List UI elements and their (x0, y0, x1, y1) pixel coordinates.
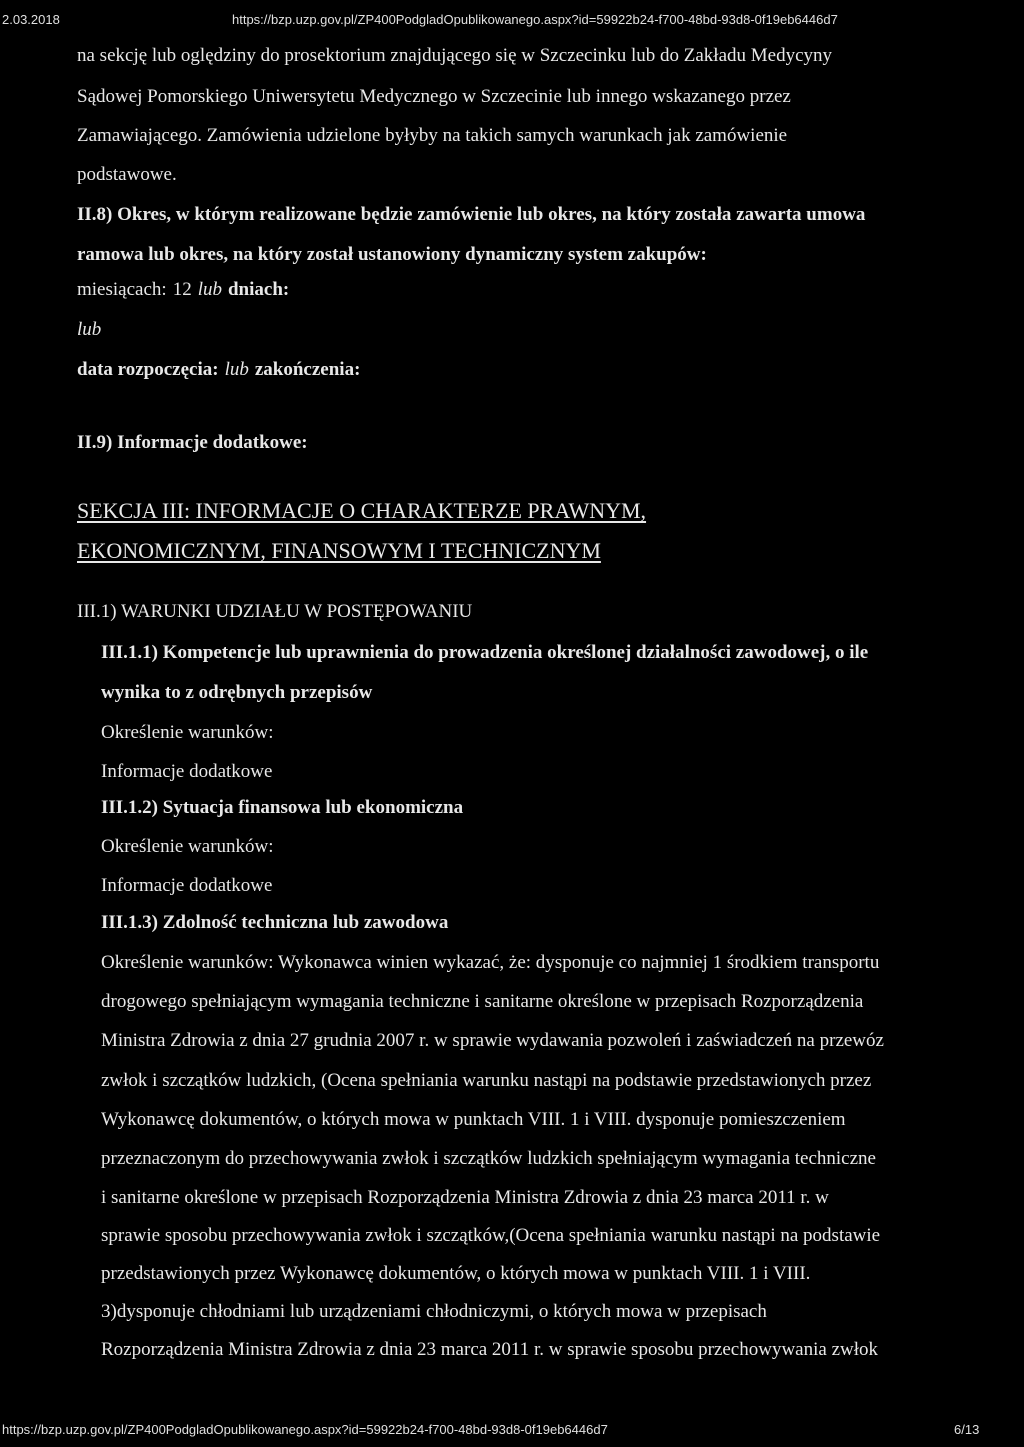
intro-line-1: na sekcję lub oględziny do prosektorium znajdującego się w Szczecinku lub do Zakładu Medycyny (77, 45, 833, 66)
months-value: 12 (172, 279, 192, 300)
section-3-1-3-text-line: przedstawionych przez Wykonawcę dokumentów, o których mowa w punktach VIII. 1 i VIII. (101, 1263, 811, 1284)
header-url: https://bzp.uzp.gov.pl/ZP400PodgladOpublikowanego.aspx?id=59922b24-f700-48bd-93d8-0f19eb6446d7 (232, 12, 838, 27)
days-label: dniach: (227, 279, 290, 300)
lub-connector: lub (224, 359, 249, 380)
conditions-label: Określenie warunków: (101, 722, 274, 743)
intro-line-4: podstawowe. (77, 164, 177, 185)
section-3-1-1-heading-line-2: wynika to z odrębnych przepisów (101, 682, 373, 703)
section-3-1-3-text-line: Rozporządzenia Ministra Zdrowia z dnia 23 marca 2011 r. w sprawie sposobu przechowywania zwłok (101, 1339, 878, 1360)
footer-url: https://bzp.uzp.gov.pl/ZP400PodgladOpublikowanego.aspx?id=59922b24-f700-48bd-93d8-0f19eb6446d7 (2, 1422, 608, 1437)
conditions-label: Określenie warunków: (101, 836, 274, 857)
section-3-title-line-2: EKONOMICZNYM, FINANSOWYM I TECHNICZNYM (77, 538, 601, 563)
section-3-1-heading: III.1) WARUNKI UDZIAŁU W POSTĘPOWANIU (77, 601, 473, 622)
date-range-row (77, 358, 360, 382)
section-3-1-3-text-line: zwłok i szczątków ludzkich, (Ocena spełniania warunku nastąpi na podstawie przedstawionych przez (101, 1070, 872, 1091)
duration-row (77, 278, 289, 302)
end-date-label: zakończenia: (254, 359, 361, 380)
additional-info-label: Informacje dodatkowe (101, 875, 273, 896)
intro-line-2: Sądowej Pomorskiego Uniwersytetu Medycznego w Szczecinie lub innego wskazanego przez (77, 86, 791, 107)
section-3-1-3-text-line: przeznaczonym do przechowywania zwłok i szczątków ludzkich spełniającym wymagania techniczne (101, 1148, 876, 1169)
section-3-1-3-heading: III.1.3) Zdolność techniczna lub zawodowa (101, 912, 449, 933)
print-date: 2.03.2018 (2, 12, 60, 27)
section-3-1-3-text-line: drogowego spełniającym wymagania techniczne i sanitarne określone w przepisach Rozporządzenia (101, 991, 864, 1012)
section-3-title-line-1: SEKCJA III: INFORMACJE O CHARAKTERZE PRAWNYM, (77, 498, 647, 523)
section-3-1-3-text-line: 3)dysponuje chłodniami lub urządzeniami chłodniczymi, o których mowa w przepisach (101, 1301, 767, 1322)
page-number: 6/13 (954, 1422, 980, 1437)
section-3-1-2-heading: III.1.2) Sytuacja finansowa lub ekonomiczna (101, 797, 464, 818)
intro-line-3: Zamawiającego. Zamówienia udzielone byłyby na takich samych warunkach jak zamówienie (77, 125, 788, 146)
section-3-1-3-text-line: Ministra Zdrowia z dnia 27 grudnia 2007 r. w sprawie wydawania pozwoleń i zaświadczeń na przewóz (101, 1030, 884, 1051)
months-label: miesiącach: (77, 279, 167, 300)
section-2-8-heading-line-1: II.8) Okres, w którym realizowane będzie zamówienie lub okres, na który została zawarta umowa (77, 204, 866, 225)
start-date-label: data rozpoczęcia: (77, 359, 219, 380)
section-3-1-3-text-line: Wykonawcę dokumentów, o których mowa w punktach VIII. 1 i VIII. dysponuje pomieszczeniem (101, 1109, 846, 1130)
section-3-1-3-text-line: Określenie warunków: Wykonawca winien wykazać, że: dysponuje co najmniej 1 środkiem transportu (101, 952, 880, 973)
lub-connector: lub (197, 279, 222, 300)
lub-separator: lub (77, 319, 102, 340)
section-2-8-heading-line-2: ramowa lub okres, na który został ustanowiony dynamiczny system zakupów: (77, 244, 707, 265)
additional-info-label: Informacje dodatkowe (101, 761, 273, 782)
section-3-1-3-text-line: i sanitarne określone w przepisach Rozporządzenia Ministra Zdrowia z dnia 23 marca 2011 r. w (101, 1187, 829, 1208)
section-2-9-heading: II.9) Informacje dodatkowe: (77, 432, 308, 453)
section-3-1-3-text-line: sprawie sposobu przechowywania zwłok i szczątków,(Ocena spełniania warunku nastąpi na podstawie (101, 1225, 881, 1246)
section-3-1-1-heading-line-1: III.1.1) Kompetencje lub uprawnienia do prowadzenia określonej działalności zawodowej, o ile (101, 642, 869, 663)
